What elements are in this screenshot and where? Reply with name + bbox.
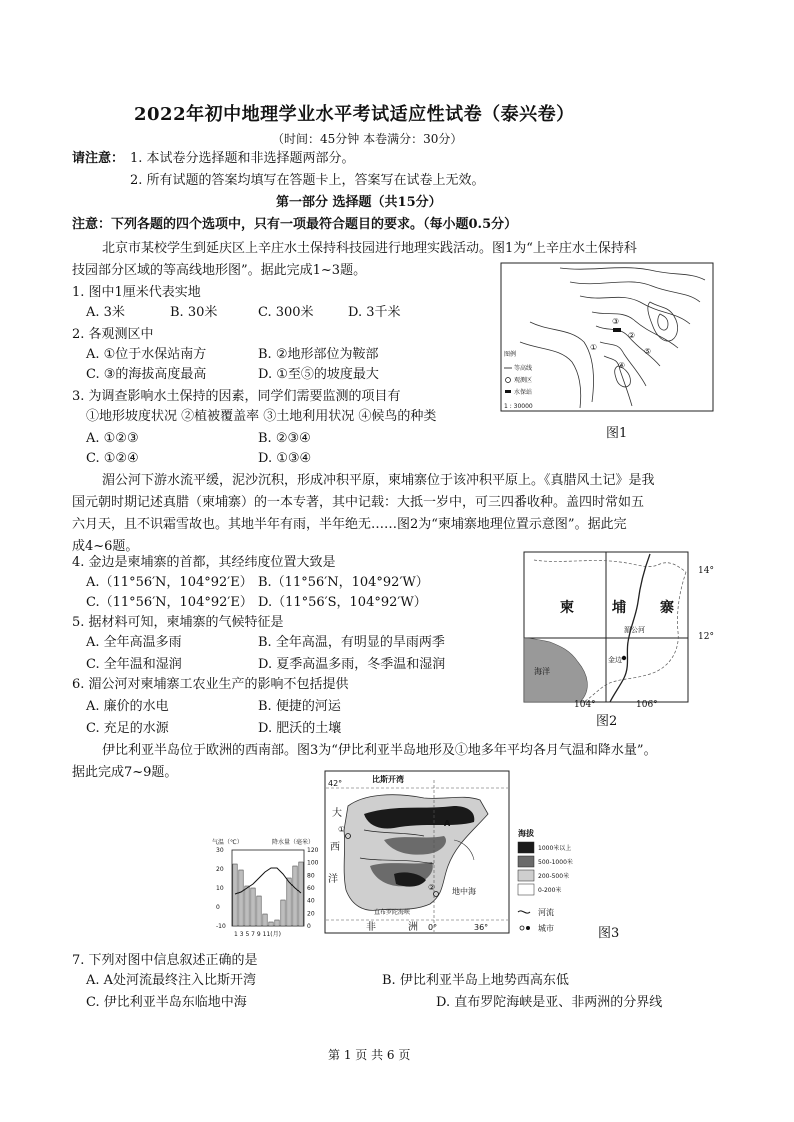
fig3-temp-tick: 30 <box>216 847 224 854</box>
q4-stem: 4. 金边是柬埔寨的首都，其经纬度位置大致是 <box>72 555 336 570</box>
fig1-marker-3: ③ <box>612 317 620 326</box>
fig3-point-1: ① <box>338 825 346 834</box>
fig3-precip-label: 降水量（毫米） <box>272 839 315 846</box>
notice-label: 请注意： <box>72 151 125 166</box>
q2-stem: 2. 各观测区中 <box>72 327 154 342</box>
exam-title: 2022年初中地理学业水平考试适应性试卷（泰兴卷） <box>134 104 575 125</box>
fig2-label-sea: 海洋 <box>534 667 550 676</box>
fig1-legend-title: 图例 <box>504 351 517 358</box>
page-footer: 第 1 页 共 6 页 <box>328 1048 411 1062</box>
fig3-temp-label: 气温（℃） <box>212 839 243 846</box>
q1-option-c: C. 300米 <box>258 305 314 320</box>
fig1-legend-contour: 等高线 <box>514 365 533 372</box>
fig3-fei: 非 <box>366 922 376 933</box>
fig3-gibraltar: 直布罗陀海峡 <box>374 909 411 916</box>
figure-1-contour-map <box>500 262 714 412</box>
q7-option-b: B. 伊比利亚半岛上地势西高东低 <box>382 973 569 988</box>
fig3-precip-tick: 100 <box>307 859 319 867</box>
q3-option-d: D. ①③④ <box>258 451 312 466</box>
q6-option-a: A. 廉价的水电 <box>86 699 169 714</box>
fig3-precip-bar <box>287 878 291 926</box>
q3-option-b: B. ②③④ <box>258 431 311 446</box>
fig3-legend-2: 500-1000米 <box>538 859 573 866</box>
q5-option-a: A. 全年高温多雨 <box>86 635 182 650</box>
fig3-precip-tick: 20 <box>307 910 315 918</box>
fig3-climate-chart <box>212 836 322 940</box>
passage2-line3: 六月天，且不识霜雪故也。其地半年有雨，半年绝无……图2为“柬埔寨地理位置示意图”。据此完 <box>72 517 627 532</box>
fig2-label-zhai: 寨 <box>660 600 674 616</box>
q2-option-c: C. ③的海拔高度最高 <box>86 367 207 382</box>
q7-option-a: A. A处河流最终注入比斯开湾 <box>86 973 257 988</box>
fig2-lon-106: 106° <box>636 700 658 710</box>
fig3-med: 地中海 <box>452 887 476 896</box>
fig3-legend-4: 0-200米 <box>538 887 562 894</box>
q7-option-c: C. 伊比利亚半岛东临地中海 <box>86 995 247 1010</box>
fig3-biscay: 比斯开湾 <box>372 775 404 784</box>
fig3-lat-36: 36° <box>474 923 489 932</box>
fig3-temp-tick: 10 <box>216 885 224 892</box>
q3-items: ①地形坡度状况 ②植被覆盖率 ③土地利用状况 ④候鸟的种类 <box>86 409 437 424</box>
passage3-line1: 伊比利亚半岛位于欧洲的西南部。图3为“伊比利亚半岛地形及①地多年平均各月气温和降水量”。 <box>102 743 657 758</box>
fig3-precip-tick: 120 <box>307 847 319 854</box>
fig3-lat-42: 42° <box>328 779 343 788</box>
passage1-line1: 北京市某校学生到延庆区上辛庄水土保持科技园进行地理实践活动。图1为“上辛庄水土保持科 <box>102 241 637 256</box>
part-title: 第一部分 选择题（共15分） <box>276 195 442 210</box>
q7-option-d: D. 直布罗陀海峡是亚、非两洲的分界线 <box>436 995 663 1010</box>
passage2-line2: 国元朝时期记述真腊（柬埔寨）的一本专著，其中记载：大抵一岁中，可三四番收种。盖四时常如五 <box>72 495 645 510</box>
fig3-precip-bar <box>263 914 267 926</box>
fig3-legend-3: 200-500米 <box>538 873 570 880</box>
fig3-precip-tick: 40 <box>307 897 315 905</box>
fig1-legend-station: 水保站 <box>514 389 533 396</box>
fig2-label-river: 湄公河 <box>624 626 645 634</box>
fig3-precip-bar <box>281 900 285 926</box>
fig2-capital-marker <box>622 656 626 660</box>
q6-option-d: D. 肥沃的土壤 <box>258 721 342 736</box>
fig1-marker-2: ② <box>628 331 636 340</box>
q1-stem: 1. 图中1厘米代表实地 <box>72 285 201 300</box>
fig3-precip-tick: 80 <box>307 872 315 880</box>
notice-1: 1. 本试卷分选择题和非选择题两部分。 <box>130 151 355 166</box>
fig3-legend-1: 1000米以上 <box>538 845 572 852</box>
fig3-legend-title: 海拔 <box>518 829 534 838</box>
q5-option-b: B. 全年高温，有明显的旱雨两季 <box>258 635 445 650</box>
fig3-xi: 西 <box>330 842 340 853</box>
fig3-precip-bar <box>293 866 297 926</box>
q2-option-a: A. ①位于水保站南方 <box>86 347 207 362</box>
fig3-precip-bar <box>233 864 237 926</box>
fig1-legend-observation: 观测区 <box>514 377 533 384</box>
fig2-label-jian: 柬 <box>560 600 574 616</box>
fig3-precip-tick: 60 <box>307 885 315 892</box>
fig3-legend-city: 城市 <box>538 924 554 933</box>
fig3-temp-tick: 20 <box>216 866 224 873</box>
fig3-precip-bar <box>257 896 261 926</box>
q4-option-a: A.（11°56′N，104°92′E） <box>86 575 253 590</box>
q1-option-d: D. 3千米 <box>348 305 401 320</box>
fig3-temp-tick: 0 <box>216 904 220 911</box>
figure-3-iberia-map <box>324 770 510 934</box>
passage3-line2: 据此完成7~9题。 <box>72 765 178 780</box>
fig3-precip-bar <box>251 888 255 926</box>
fig2-lon-104: 104° <box>574 700 596 710</box>
q3-stem: 3. 为调查影响水土保持的因素，同学们需要监测的项目有 <box>72 389 401 404</box>
fig3-precip-bar <box>245 886 249 926</box>
fig3-zhou: 洲 <box>408 922 418 933</box>
fig2-lat-14: 14° <box>698 566 714 576</box>
passage1-line2: 技园部分区域的等高线地形图”。据此完成1~3题。 <box>72 263 367 278</box>
fig3-da: 大 <box>332 808 342 819</box>
q5-option-d: D. 夏季高温多雨，冬季温和湿润 <box>258 657 446 672</box>
q4-option-b: B.（11°56′N，104°92′W） <box>258 575 429 590</box>
fig3-precip-bar <box>299 862 303 926</box>
fig1-station-marker <box>613 328 621 332</box>
fig3-month-axis: 1 3 5 7 9 11(月) <box>234 931 281 938</box>
q4-option-c: C.（11°56′N，104°92′E） <box>86 595 253 610</box>
fig3-precip-bar <box>269 922 273 926</box>
fig3-point-a: A <box>444 819 451 828</box>
fig2-lat-12: 12° <box>698 632 714 642</box>
q5-option-c: C. 全年温和湿润 <box>86 657 182 672</box>
fig3-legend <box>514 826 594 940</box>
q4-option-d: D.（11°56′S，104°92′W） <box>258 595 427 610</box>
q7-stem: 7. 下列对图中信息叙述正确的是 <box>72 953 258 968</box>
passage2-line4: 成4~6题。 <box>72 539 139 554</box>
q3-option-a: A. ①②③ <box>86 431 139 446</box>
fig1-marker-1: ① <box>590 343 598 352</box>
fig2-label-capital: 金边 <box>608 656 622 664</box>
q6-option-b: B. 便捷的河运 <box>258 699 341 714</box>
fig3-legend-river: 河流 <box>538 908 554 917</box>
passage2-line1: 湄公河下游水流平缓，泥沙沉积，形成冲积平原，柬埔寨位于该冲积平原上。《真腊风土记》是我 <box>102 473 655 488</box>
fig1-marker-5: ⑤ <box>644 347 652 356</box>
fig3-lon-0: 0° <box>428 923 438 932</box>
q6-option-c: C. 充足的水源 <box>86 721 169 736</box>
fig3-precip-tick: 0 <box>307 923 311 930</box>
q2-option-b: B. ②地形部位为鞍部 <box>258 347 379 362</box>
q5-stem: 5. 据材料可知，柬埔寨的气候特征是 <box>72 615 284 630</box>
fig1-caption: 图1 <box>606 426 628 441</box>
fig1-marker-4: ④ <box>618 361 626 370</box>
q1-option-a: A. 3米 <box>86 305 125 320</box>
fig3-temp-tick: -10 <box>216 923 226 930</box>
fig3-precip-bar <box>239 870 243 926</box>
fig2-label-pu: 埔 <box>612 600 626 616</box>
q3-option-c: C. ①②④ <box>86 451 139 466</box>
fig3-precip-bar <box>275 920 279 926</box>
fig3-yang: 洋 <box>328 874 338 885</box>
q6-stem: 6. 湄公河对柬埔寨工农业生产的影响不包括提供 <box>72 677 349 692</box>
fig3-point-2: ② <box>428 883 436 892</box>
q1-option-b: B. 30米 <box>170 305 218 320</box>
notice-2: 2. 所有试题的答案均填写在答题卡上，答案写在试卷上无效。 <box>130 173 485 188</box>
part-note: 注意：下列各题的四个选项中，只有一项最符合题目的要求。（每小题0.5分） <box>72 217 518 232</box>
fig2-caption: 图2 <box>596 714 618 729</box>
q2-option-d: D. ①至⑤的坡度最大 <box>258 367 379 382</box>
fig3-caption: 图3 <box>598 926 620 941</box>
exam-subtitle: （时间：45分钟 本卷满分：30分） <box>272 132 463 146</box>
figure-2-cambodia-map <box>520 550 696 704</box>
fig1-scale: 1 : 30000 <box>504 403 533 410</box>
